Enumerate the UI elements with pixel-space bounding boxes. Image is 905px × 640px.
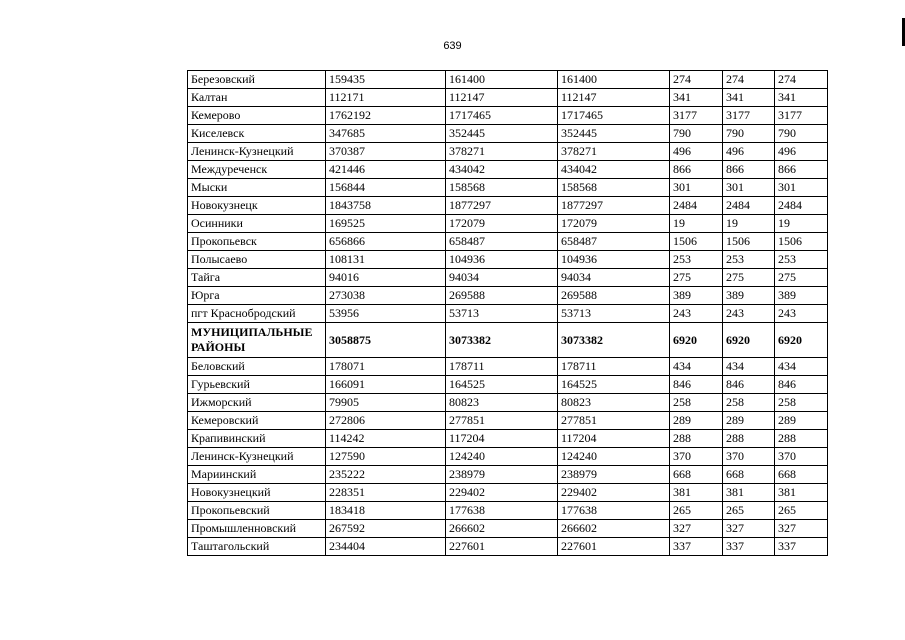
value-4-cell: 381: [670, 484, 723, 502]
value-6-cell: 434: [775, 358, 828, 376]
value-5-cell: 243: [723, 305, 775, 323]
value-3-cell: 172079: [558, 215, 670, 233]
value-6-cell: 866: [775, 161, 828, 179]
value-6-cell: 337: [775, 538, 828, 556]
value-2-cell: 1717465: [446, 107, 558, 125]
value-5-cell: 341: [723, 89, 775, 107]
value-2-cell: 238979: [446, 466, 558, 484]
value-4-cell: 258: [670, 394, 723, 412]
value-6-cell: 19: [775, 215, 828, 233]
value-2-cell: 94034: [446, 269, 558, 287]
value-5-cell: 6920: [723, 323, 775, 358]
value-6-cell: 275: [775, 269, 828, 287]
value-4-cell: 866: [670, 161, 723, 179]
territory-name-cell: Полысаево: [188, 251, 326, 269]
value-2-cell: 269588: [446, 287, 558, 305]
value-1-cell: 347685: [326, 125, 446, 143]
value-2-cell: 266602: [446, 520, 558, 538]
table-row: [188, 502, 828, 520]
value-2-cell: 352445: [446, 125, 558, 143]
table-row: [188, 466, 828, 484]
value-1-cell: 1762192: [326, 107, 446, 125]
value-4-cell: 301: [670, 179, 723, 197]
value-5-cell: 274: [723, 71, 775, 89]
value-2-cell: 161400: [446, 71, 558, 89]
territory-name-cell: Ленинск-Кузнецкий: [188, 143, 326, 161]
value-2-cell: 172079: [446, 215, 558, 233]
value-2-cell: 658487: [446, 233, 558, 251]
value-3-cell: 117204: [558, 430, 670, 448]
territory-name-cell: Прокопьевск: [188, 233, 326, 251]
value-5-cell: 496: [723, 143, 775, 161]
value-3-cell: 161400: [558, 71, 670, 89]
value-6-cell: 327: [775, 520, 828, 538]
territory-name-cell: Кемеровский: [188, 412, 326, 430]
territory-name-cell: Гурьевский: [188, 376, 326, 394]
value-6-cell: 846: [775, 376, 828, 394]
territory-name-cell: МУНИЦИПАЛЬНЫЕ РАЙОНЫ: [188, 323, 326, 358]
value-4-cell: 265: [670, 502, 723, 520]
value-4-cell: 3177: [670, 107, 723, 125]
value-5-cell: 370: [723, 448, 775, 466]
value-4-cell: 434: [670, 358, 723, 376]
table-row: [188, 484, 828, 502]
table-row: [188, 269, 828, 287]
table-body: [188, 71, 828, 556]
value-3-cell: 80823: [558, 394, 670, 412]
value-5-cell: 2484: [723, 197, 775, 215]
value-6-cell: 668: [775, 466, 828, 484]
value-6-cell: 370: [775, 448, 828, 466]
territory-name-cell: Мариинский: [188, 466, 326, 484]
value-6-cell: 274: [775, 71, 828, 89]
territory-name-cell: Ленинск-Кузнецкий: [188, 448, 326, 466]
value-4-cell: 2484: [670, 197, 723, 215]
value-6-cell: 341: [775, 89, 828, 107]
value-3-cell: 227601: [558, 538, 670, 556]
value-3-cell: 277851: [558, 412, 670, 430]
value-2-cell: 164525: [446, 376, 558, 394]
territory-name-cell: Осинники: [188, 215, 326, 233]
territory-name-cell: Прокопьевский: [188, 502, 326, 520]
value-4-cell: 370: [670, 448, 723, 466]
table-row: [188, 305, 828, 323]
value-3-cell: 658487: [558, 233, 670, 251]
value-3-cell: 3073382: [558, 323, 670, 358]
territory-name-cell: Таштагольский: [188, 538, 326, 556]
value-4-cell: 337: [670, 538, 723, 556]
value-1-cell: 108131: [326, 251, 446, 269]
value-4-cell: 327: [670, 520, 723, 538]
value-1-cell: 53956: [326, 305, 446, 323]
value-2-cell: 117204: [446, 430, 558, 448]
value-3-cell: 158568: [558, 179, 670, 197]
value-5-cell: 327: [723, 520, 775, 538]
value-3-cell: 1877297: [558, 197, 670, 215]
value-1-cell: 235222: [326, 466, 446, 484]
value-4-cell: 846: [670, 376, 723, 394]
table-row: [188, 251, 828, 269]
value-1-cell: 267592: [326, 520, 446, 538]
territory-name-cell: Кемерово: [188, 107, 326, 125]
value-6-cell: 288: [775, 430, 828, 448]
value-1-cell: 156844: [326, 179, 446, 197]
table-row: [188, 233, 828, 251]
value-3-cell: 238979: [558, 466, 670, 484]
table-row: [188, 520, 828, 538]
value-1-cell: 94016: [326, 269, 446, 287]
table-row: [188, 179, 828, 197]
value-6-cell: 381: [775, 484, 828, 502]
value-2-cell: 177638: [446, 502, 558, 520]
value-3-cell: 164525: [558, 376, 670, 394]
table-row: [188, 161, 828, 179]
value-4-cell: 243: [670, 305, 723, 323]
value-4-cell: 6920: [670, 323, 723, 358]
value-1-cell: 234404: [326, 538, 446, 556]
territory-name-cell: Юрга: [188, 287, 326, 305]
value-2-cell: 277851: [446, 412, 558, 430]
value-3-cell: 229402: [558, 484, 670, 502]
value-2-cell: 1877297: [446, 197, 558, 215]
value-1-cell: 1843758: [326, 197, 446, 215]
value-5-cell: 846: [723, 376, 775, 394]
value-5-cell: 289: [723, 412, 775, 430]
value-2-cell: 178711: [446, 358, 558, 376]
value-3-cell: 53713: [558, 305, 670, 323]
table-row: [188, 412, 828, 430]
value-6-cell: 496: [775, 143, 828, 161]
value-1-cell: 79905: [326, 394, 446, 412]
value-6-cell: 265: [775, 502, 828, 520]
value-5-cell: 866: [723, 161, 775, 179]
value-4-cell: 790: [670, 125, 723, 143]
value-3-cell: 269588: [558, 287, 670, 305]
value-1-cell: 159435: [326, 71, 446, 89]
territory-name-cell: Новокузнецк: [188, 197, 326, 215]
value-6-cell: 243: [775, 305, 828, 323]
page-number: 639: [443, 40, 462, 52]
value-2-cell: 434042: [446, 161, 558, 179]
value-3-cell: 434042: [558, 161, 670, 179]
value-3-cell: 124240: [558, 448, 670, 466]
value-6-cell: 253: [775, 251, 828, 269]
value-2-cell: 158568: [446, 179, 558, 197]
value-1-cell: 169525: [326, 215, 446, 233]
value-6-cell: 2484: [775, 197, 828, 215]
value-5-cell: 381: [723, 484, 775, 502]
territory-name-cell: Тайга: [188, 269, 326, 287]
value-5-cell: 1506: [723, 233, 775, 251]
table-row: [188, 197, 828, 215]
value-3-cell: 104936: [558, 251, 670, 269]
value-4-cell: 275: [670, 269, 723, 287]
value-2-cell: 80823: [446, 394, 558, 412]
data-table: [187, 70, 828, 556]
value-4-cell: 288: [670, 430, 723, 448]
value-6-cell: 301: [775, 179, 828, 197]
value-5-cell: 389: [723, 287, 775, 305]
value-3-cell: 94034: [558, 269, 670, 287]
value-5-cell: 337: [723, 538, 775, 556]
territory-name-cell: Калтан: [188, 89, 326, 107]
value-6-cell: 289: [775, 412, 828, 430]
value-2-cell: 3073382: [446, 323, 558, 358]
value-1-cell: 114242: [326, 430, 446, 448]
value-6-cell: 3177: [775, 107, 828, 125]
value-1-cell: 166091: [326, 376, 446, 394]
value-5-cell: 265: [723, 502, 775, 520]
value-6-cell: 1506: [775, 233, 828, 251]
value-4-cell: 341: [670, 89, 723, 107]
value-1-cell: 421446: [326, 161, 446, 179]
value-2-cell: 229402: [446, 484, 558, 502]
value-1-cell: 272806: [326, 412, 446, 430]
table-row: [188, 89, 828, 107]
value-5-cell: 253: [723, 251, 775, 269]
table-row: [188, 448, 828, 466]
value-6-cell: 790: [775, 125, 828, 143]
value-3-cell: 177638: [558, 502, 670, 520]
table-row: [188, 538, 828, 556]
value-1-cell: 3058875: [326, 323, 446, 358]
value-5-cell: 275: [723, 269, 775, 287]
value-1-cell: 183418: [326, 502, 446, 520]
table-row: [188, 107, 828, 125]
value-2-cell: 378271: [446, 143, 558, 161]
value-5-cell: 790: [723, 125, 775, 143]
value-2-cell: 227601: [446, 538, 558, 556]
value-6-cell: 389: [775, 287, 828, 305]
value-4-cell: 668: [670, 466, 723, 484]
territory-name-cell: Новокузнецкий: [188, 484, 326, 502]
value-5-cell: 3177: [723, 107, 775, 125]
table-row: [188, 358, 828, 376]
value-2-cell: 112147: [446, 89, 558, 107]
value-5-cell: 258: [723, 394, 775, 412]
territory-name-cell: Промышленновский: [188, 520, 326, 538]
value-4-cell: 389: [670, 287, 723, 305]
territory-name-cell: пгт Краснобродский: [188, 305, 326, 323]
value-3-cell: 266602: [558, 520, 670, 538]
value-1-cell: 127590: [326, 448, 446, 466]
table-row: [188, 125, 828, 143]
value-1-cell: 273038: [326, 287, 446, 305]
table-row: [188, 430, 828, 448]
value-5-cell: 668: [723, 466, 775, 484]
value-4-cell: 253: [670, 251, 723, 269]
value-5-cell: 434: [723, 358, 775, 376]
subtotal-row: [188, 323, 828, 358]
table-row: [188, 215, 828, 233]
value-3-cell: 178711: [558, 358, 670, 376]
value-1-cell: 112171: [326, 89, 446, 107]
value-3-cell: 352445: [558, 125, 670, 143]
value-4-cell: 289: [670, 412, 723, 430]
value-5-cell: 301: [723, 179, 775, 197]
value-5-cell: 288: [723, 430, 775, 448]
value-6-cell: 6920: [775, 323, 828, 358]
table-row: [188, 376, 828, 394]
table-row: [188, 287, 828, 305]
territory-name-cell: Березовский: [188, 71, 326, 89]
value-4-cell: 1506: [670, 233, 723, 251]
value-2-cell: 104936: [446, 251, 558, 269]
value-1-cell: 656866: [326, 233, 446, 251]
value-3-cell: 378271: [558, 143, 670, 161]
territory-name-cell: Мыски: [188, 179, 326, 197]
table-row: [188, 394, 828, 412]
value-1-cell: 228351: [326, 484, 446, 502]
value-3-cell: 1717465: [558, 107, 670, 125]
territory-name-cell: Киселевск: [188, 125, 326, 143]
table-row: [188, 71, 828, 89]
value-4-cell: 274: [670, 71, 723, 89]
territory-name-cell: Беловский: [188, 358, 326, 376]
value-3-cell: 112147: [558, 89, 670, 107]
value-1-cell: 370387: [326, 143, 446, 161]
value-5-cell: 19: [723, 215, 775, 233]
value-6-cell: 258: [775, 394, 828, 412]
value-4-cell: 19: [670, 215, 723, 233]
value-1-cell: 178071: [326, 358, 446, 376]
table-row: [188, 143, 828, 161]
value-2-cell: 124240: [446, 448, 558, 466]
territory-name-cell: Междуреченск: [188, 161, 326, 179]
value-4-cell: 496: [670, 143, 723, 161]
value-2-cell: 53713: [446, 305, 558, 323]
territory-name-cell: Крапивинский: [188, 430, 326, 448]
territory-name-cell: Ижморский: [188, 394, 326, 412]
